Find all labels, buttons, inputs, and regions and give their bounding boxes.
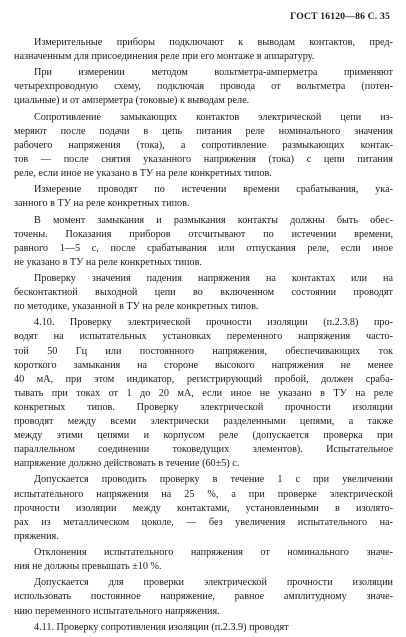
text-line: Проверку значения падения напряжения на контактах или на (34, 272, 393, 284)
paragraph (14, 111, 393, 181)
text-line: 4.11. Проверку сопротивления изоляции (п.2.3.9) проводят (34, 621, 289, 633)
paragraph (14, 621, 393, 635)
text-line: При измерении методом вольтметра-амперметра применяют (34, 67, 393, 79)
text-line: точены. Показания приборов отсчитывают по истечении времени, (14, 228, 393, 240)
text-line: 4.10. Проверку электрической прочности изоляции (п.2.3.8) про- (34, 317, 393, 329)
paragraph (14, 36, 393, 64)
text-line: параллельном соединении токоведущих элементов). Испытательное (14, 444, 393, 456)
paragraph (14, 214, 393, 270)
text-line: испытательного напряжения на 25 %, а при проверке электрической (14, 488, 393, 500)
paragraph (14, 473, 393, 543)
paragraph (14, 576, 393, 618)
paragraph (14, 316, 393, 471)
text-line: реле, если иное не указано в ТУ на реле конкретных типов. (14, 168, 272, 180)
text-line: между этими цепями и корпусом реле (допускается проверка при (14, 430, 393, 442)
paragraph (14, 183, 393, 211)
text-line: Измерение проводят по истечении времени срабатывания, ука- (34, 184, 393, 196)
text-line: бесконтактной выходной цепи во включенном состоянии проводят (14, 287, 393, 299)
text-line: нию переменного испытательного напряжения. (14, 605, 220, 617)
text-line: циальные) и от амперметра (токовые) к выводам реле. (14, 95, 250, 107)
text-line: Сопротивление замыкающих контактов электрической цепи из- (34, 111, 393, 123)
text-line: Измерительные приборы подключают к выводам контактов, пред- (34, 37, 393, 48)
text-line: использовать постоянное напряжение, равное амплитудному значе- (14, 591, 393, 603)
text-line: 40 мА, при этом индикатор, регистрирующий пробой, должен сраба- (14, 373, 393, 385)
text-line: Отклонения испытательного напряжения от номинального значе- (34, 547, 393, 559)
text-line: водят на испытательных установках переменного напряжения часто- (14, 331, 393, 343)
text-line: Допускается для проверки электрической прочности изоляции (34, 577, 393, 589)
text-line: В момент замыкания и размыкания контакты должны быть обес- (34, 214, 393, 226)
text-line: тов — после снятия указанного напряжения (тока) с цепи питания (14, 153, 393, 165)
text-line: прочности изоляции между контактами, установленными в изолято- (14, 502, 393, 514)
text-line: рах из металлическом цоколе, — без увеличения испытательного на- (14, 516, 393, 528)
text-line: проводят между всеми электрически разделенными цепями, а также (14, 416, 393, 427)
text-line: пряжения. (14, 530, 59, 542)
text-line: по методике, указанной в ТУ на реле конкретных типов. (14, 301, 259, 313)
text-line: Допускается проводить проверку в течение 1 с при увеличении (34, 474, 393, 486)
text-line: равного 1—5 с, после срабатывания или отпускания реле, если иное (14, 242, 393, 254)
text-line: напряжение должно действовать в течение (60±5) с. (14, 458, 240, 470)
text-line: тывать при токах от 1 до 20 мА, если иное не указано в ТУ на реле (14, 387, 393, 399)
text-line: четырехпроводную схему, подключая провода от вольтметра (потен- (14, 81, 393, 93)
paragraph (14, 66, 393, 108)
text-line: ния не должны превышать ±10 %. (14, 561, 162, 573)
text-line: той 50 Гц или постоянного напряжения, обеспечивающих ток (14, 345, 393, 357)
text-line: рабочего напряжения (тока), а сопротивление размыкающих контак- (14, 139, 393, 151)
page-header: ГОСТ 16120—86 С. 35 (290, 11, 390, 22)
text-line: меряют после подачи в цепь питания реле номинального значения (14, 125, 393, 137)
paragraph (14, 546, 393, 574)
text-line: занного в ТУ на реле конкретных типов. (14, 198, 190, 210)
text-line: назначенным для присоединения реле при его монтаже в аппаратуру. (14, 51, 315, 63)
text-line: короткого замыкания на стороне высокого напряжения не менее (14, 359, 393, 371)
text-line: конкретных типов. Проверку электрической прочности изоляции (14, 401, 393, 413)
paragraph (14, 272, 393, 314)
page-body (14, 36, 393, 637)
text-line: не указано в ТУ на реле конкретных типов. (14, 256, 202, 268)
